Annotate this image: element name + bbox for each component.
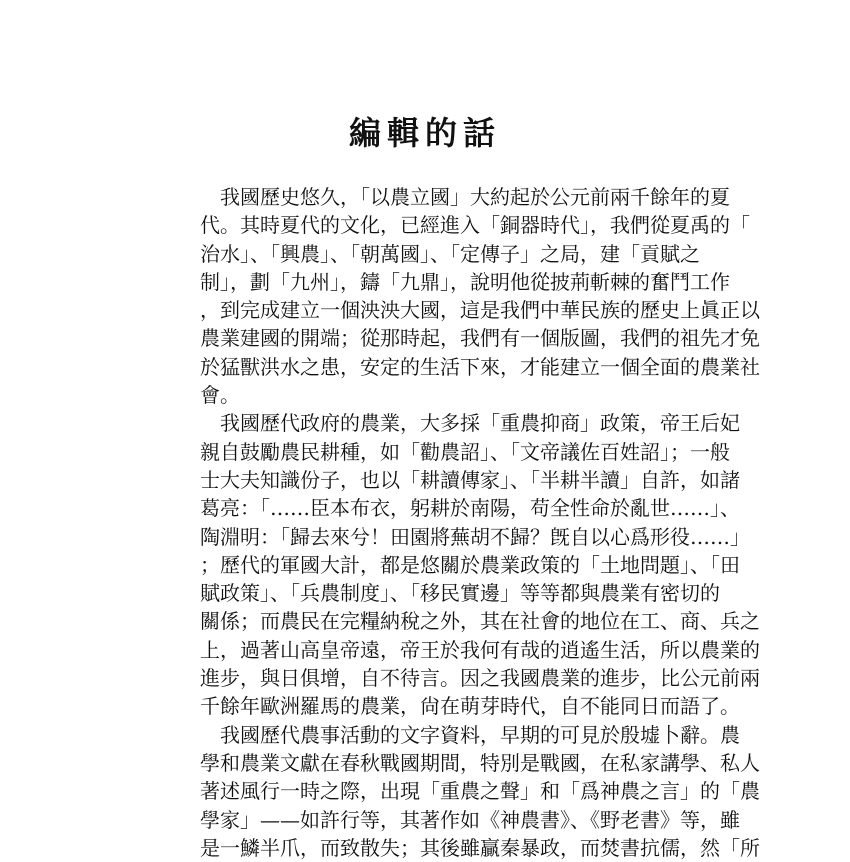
text-line: 賦政策」、「兵農制度」、「移民實邊」等等都與農業有密切的 [200,581,720,606]
text-line: 關係；而農民在完糧納稅之外，其在社會的地位在工、商、兵之 [200,609,760,634]
text-line: 學家」——如許行等，其著作如《神農書》、《野老書》等，雖 [200,807,740,832]
text-line: 治水」、「興農」、「朝萬國」、「定傳子」之局，建「貢賦之 [200,241,700,266]
text-line: 陶淵明：「歸去來兮！田園將蕪胡不歸？旣自以心爲形役……」 [200,524,750,549]
page-title: 編輯的話 [348,114,501,152]
paragraph [200,183,760,409]
text-line: 我國歷代農事活動的文字資料，早期的可見於殷墟卜辭。農 [200,722,740,747]
text-line: 我國歷代政府的農業，大多採「重農抑商」政策，帝王后妃 [200,411,740,436]
text-line: 上，過著山高皇帝遠，帝王於我何有哉的逍遙生活，所以農業的 [200,637,760,662]
text-line: 親自鼓勵農民耕種，如「勸農詔」、「文帝議佐百姓詔」；一般 [200,439,730,464]
text-line: 千餘年歐洲羅馬的農業，尙在萌芽時代，自不能同日而語了。 [200,694,740,719]
paragraph [200,409,760,720]
text-line: 農業建國的開端；從那時起，我們有一個版圖，我們的祖先才免 [200,326,760,351]
text-line: 於猛獸洪水之患，安定的生活下來，才能建立一個全面的農業社 [200,354,760,379]
text-line: 我國歷史悠久，「以農立國」大約起於公元前兩千餘年的夏 [200,185,730,209]
text-line: 葛亮：「……臣本布衣，躬耕於南陽，苟全性命於亂世……」、 [200,496,740,521]
text-line: 會。 [200,383,240,408]
text-line: ，到完成建立一個泱泱大國，這是我們中華民族的歷史上眞正以 [200,298,760,323]
paragraph [200,721,760,862]
text-line: 學和農業文獻在春秋戰國期間，特別是戰國，在私家講學、私人 [200,750,760,775]
text-line: 進步，與日俱增，自不待言。因之我國農業的進步，比公元前兩 [200,666,760,691]
text-line: 士大夫知識份子，也以「耕讀傳家」、「半耕半讀」自許，如諸 [200,467,740,492]
body-text [200,183,760,862]
text-line: ；歷代的軍國大計，都是悠關於農業政策的「土地問題」、「田 [200,552,740,577]
text-line: 制」，劃「九州」，鑄「九鼎」，說明他從披荊斬棘的奮鬥工作 [200,269,730,294]
text-line: 是一鱗半爪，而致散失；其後雖贏秦暴政，而焚書抗儒，然「所 [200,835,760,860]
text-line: 代。其時夏代的文化，已經進入「銅器時代」，我們從夏禹的「 [200,213,750,238]
text-line: 著述風行一時之際，出現「重農之聲」和「爲神農之言」的「農 [200,779,760,804]
